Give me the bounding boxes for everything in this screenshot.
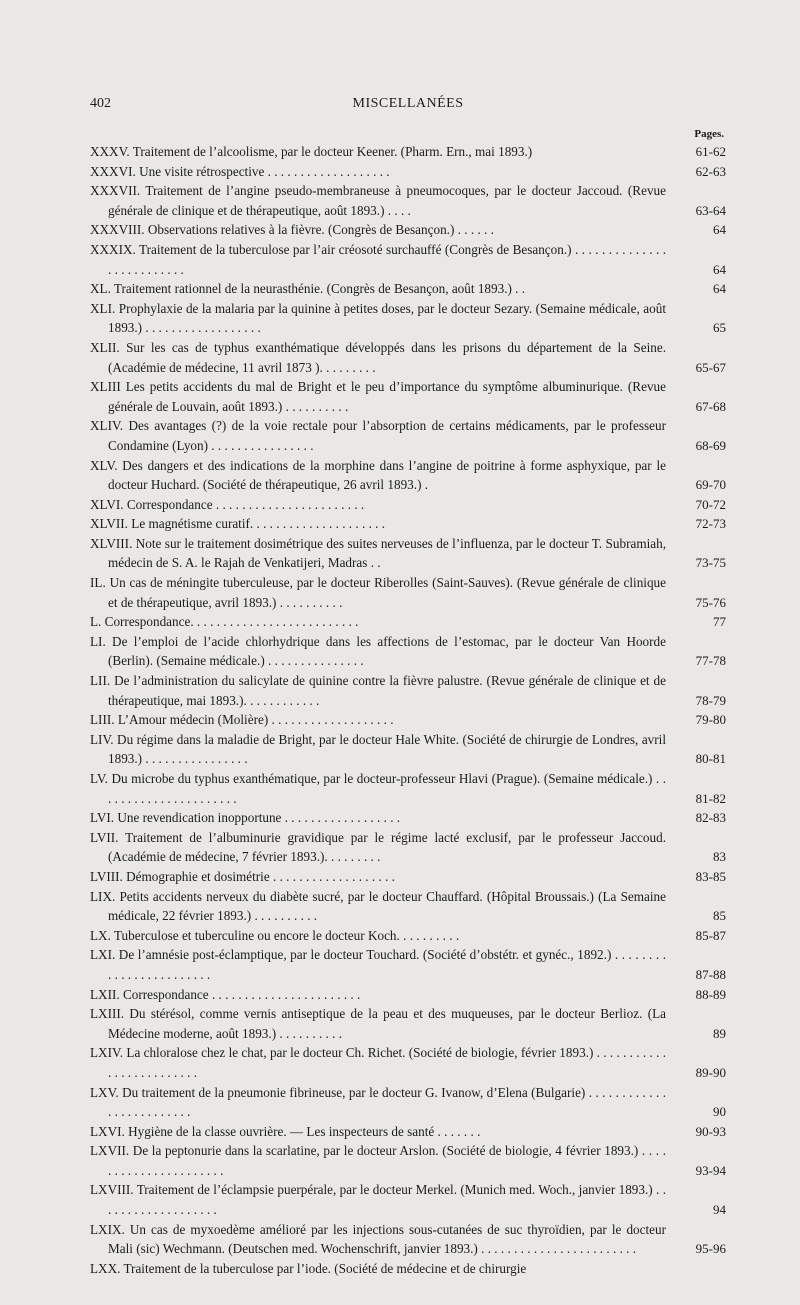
toc-entry xyxy=(90,867,726,887)
toc-entry-pages: 63-64 xyxy=(695,202,726,218)
toc-entry-text: LI. De l’emploi de l’acide chlorhydrique dans les affections de l’estomac, par le docteur Van Hoorde (Berlin). (Semaine médicale.) . . . . . . . . . . . . . . . xyxy=(90,633,666,669)
toc-entry-pages: 83-85 xyxy=(695,868,726,884)
toc-entry-text: L. Correspondance. . . . . . . . . . . . . . . . . . . . . . . . . . xyxy=(90,614,359,630)
toc-entry xyxy=(90,299,726,338)
toc-entry-text: LIII. L’Amour médecin (Molière) . . . . . . . . . . . . . . . . . . . xyxy=(90,712,394,728)
toc-entry xyxy=(90,1004,726,1043)
toc-entry xyxy=(90,710,726,730)
toc-entry xyxy=(90,1220,726,1259)
toc-entry xyxy=(90,162,726,182)
toc-entry xyxy=(90,1122,726,1142)
toc-entries xyxy=(90,142,726,1278)
toc-entry-pages: 78-79 xyxy=(695,692,726,708)
toc-entry-text: XLVII. Le magnétisme curatif. . . . . . . . . . . . . . . . . . . . . xyxy=(90,516,386,532)
toc-entry-text: LXIX. Un cas de myxoedème amélioré par les injections sous-cutanées de suc thyroïdien, par le docteur Mali (sic) Wechmann. (Deutschen med. Wochenschrift, janvier 1893.) . . . . . . . . . . . . . . . . . . . . . . . . xyxy=(90,1221,666,1257)
toc-entry-text: IL. Un cas de méningite tuberculeuse, par le docteur Riberolles (Saint-Sauves). (Revue générale de clinique et de thérapeutique, avril 1893.) . . . . . . . . . . xyxy=(90,575,666,610)
toc-entry-pages: 62-63 xyxy=(695,163,726,179)
toc-entry-text: XLVIII. Note sur le traitement dosimétrique des suites nerveuses de l’influenza, par le docteur T. Subramiah, médecin de S. A. le Rajah de Venkatijeri, Madras . . xyxy=(90,535,666,571)
toc-entry-pages: 67-68 xyxy=(695,398,726,414)
toc-entry-text: LXX. Traitement de la tuberculose par l’iode. (Société de médecine et de chirurgie xyxy=(90,1260,527,1276)
toc-entry-pages: 65-67 xyxy=(695,359,726,375)
toc-entry-pages: 89-90 xyxy=(695,1064,726,1080)
toc-entry-pages: 65 xyxy=(713,320,726,336)
toc-entry-pages: 64 xyxy=(713,281,726,297)
toc-entry xyxy=(90,220,726,240)
toc-entry-pages: 77 xyxy=(713,614,726,630)
toc-entry xyxy=(90,240,726,279)
toc-entry-pages: 95-96 xyxy=(695,1241,726,1257)
toc-entry-pages: 85-87 xyxy=(695,927,726,943)
toc-entry-pages: 82-83 xyxy=(695,810,726,826)
toc-entry-pages: 64 xyxy=(713,222,726,238)
toc-entry-pages: 87-88 xyxy=(695,966,726,982)
toc-entry xyxy=(90,142,726,162)
toc-entry-text: LIX. Petits accidents nerveux du diabète sucré, par le docteur Chauffard. (Hôpital Broussais.) (La Semaine médicale, 22 février 1893.) . . . . . . . . . . xyxy=(90,888,666,924)
toc-entry xyxy=(90,926,726,946)
toc-entry-text: LXII. Correspondance . . . . . . . . . . . . . . . . . . . . . . . xyxy=(90,986,361,1002)
toc-entry-text: XLV. Des dangers et des indications de la morphine dans l’angine de poitrine à forme asphyxique, par le docteur Huchard. (Société de thérapeutique, 26 avril 1893.) . xyxy=(90,457,666,493)
toc-entry-pages: 90-93 xyxy=(695,1123,726,1139)
toc-entry xyxy=(90,985,726,1005)
page xyxy=(90,96,726,1278)
toc-entry-text: LIV. Du régime dans la maladie de Bright, par le docteur Hale White. (Société de chirurgie de Londres, avril 1893.) . . . . . . . . . . . . . . . . xyxy=(90,731,666,767)
toc-entry-text: LXVII. De la peptonurie dans la scarlatine, par le docteur Arslon. (Société de biologie, 4 février 1893.) . . . . . . . . . . . . . . . . . . . . . . xyxy=(90,1143,666,1178)
toc-entry-text: XXXVI. Une visite rétrospective . . . . . . . . . . . . . . . . . . . xyxy=(90,163,390,179)
toc-entry xyxy=(90,730,726,769)
toc-entry xyxy=(90,495,726,515)
toc-entry-pages: 79-80 xyxy=(695,712,726,728)
toc-entry xyxy=(90,887,726,926)
toc-entry xyxy=(90,1259,726,1279)
toc-entry-text: XLI. Prophylaxie de la malaria par la quinine à petites doses, par le docteur Sezary. (Semaine médicale, août 1893.) . . . . . . . . . . . . . . . . . . xyxy=(90,300,666,336)
toc-entry-text: XL. Traitement rationnel de la neurasthénie. (Congrès de Besançon, août 1893.) . . xyxy=(90,281,526,297)
toc-entry xyxy=(90,1083,726,1122)
toc-entry-text: LVIII. Démographie et dosimétrie . . . . . . . . . . . . . . . . . . . xyxy=(90,868,395,884)
toc-entry-pages: 61-62 xyxy=(695,144,726,159)
toc-entry-text: LVI. Une revendication inopportune . . . . . . . . . . . . . . . . . . xyxy=(90,810,401,826)
toc-entry-text: LXVI. Hygiène de la classe ouvrière. — Les inspecteurs de santé . . . . . . . xyxy=(90,1123,481,1139)
toc-entry-text: LVII. Traitement de l’albuminurie gravidique par le régime lacté exclusif, par le professeur Jaccoud. (Académie de médecine, 7 février 1893.). . . . . . . . . xyxy=(90,829,666,865)
toc-entry xyxy=(90,945,726,984)
toc-entry-text: LXIV. La chloralose chez le chat, par le docteur Ch. Richet. (Société de biologie, février 1893.) . . . . . . . . . . . . . . . . . . . . . . . . . xyxy=(90,1045,666,1080)
toc-entry-pages: 88-89 xyxy=(695,986,726,1002)
toc-entry xyxy=(90,1141,726,1180)
toc-entry xyxy=(90,612,726,632)
toc-entry xyxy=(90,632,726,671)
toc-entry-text: XLII. Sur les cas de typhus exanthématique développés dans les prisons du département de la Seine. (Académie de médecine, 11 avril 1873 ). . . . . . . . . xyxy=(90,339,666,375)
toc-entry-pages: 81-82 xyxy=(695,790,726,806)
toc-entry xyxy=(90,828,726,867)
toc-entry xyxy=(90,573,726,612)
toc-entry-pages: 80-81 xyxy=(695,751,726,767)
toc-entry xyxy=(90,377,726,416)
toc-entry xyxy=(90,808,726,828)
toc-entry xyxy=(90,514,726,534)
toc-entry xyxy=(90,279,726,299)
toc-entry-text: LXV. Du traitement de la pneumonie fibrineuse, par le docteur G. Ivanow, d’Elena (Bulgarie) . . . . . . . . . . . . . . . . . . . . . . . . . xyxy=(90,1084,666,1120)
toc-entry-text: XLIII Les petits accidents du mal de Bright et le peu d’importance du symptôme albuminurique. (Revue générale de Louvain, août 1893.) . . . . . . . . . . xyxy=(90,379,666,414)
toc-entry-pages: 73-75 xyxy=(695,555,726,571)
toc-entry-pages: 93-94 xyxy=(695,1162,726,1178)
toc-entry-pages: 85 xyxy=(713,908,726,924)
toc-entry-text: LXVIII. Traitement de l’éclampsie puerpérale, par le docteur Merkel. (Munich med. Woch., janvier 1893.) . . . . . . . . . . . . . . . . . . . xyxy=(90,1182,666,1218)
toc-entry-pages: 75-76 xyxy=(695,594,726,610)
toc-entry-pages: 69-70 xyxy=(695,477,726,493)
toc-entry-pages: 68-69 xyxy=(695,437,726,453)
toc-entry-text: LII. De l’administration du salicylate de quinine contre la fièvre palustre. (Revue générale de clinique et de thérapeutique, mai 1893.). . . . . . . . . . . . xyxy=(90,673,666,708)
toc-entry-text: XXXIX. Traitement de la tuberculose par l’air créosoté surchauffé (Congrès de Besançon.) . . . . . . . . . . . . . . . . . . . . . . . . . . xyxy=(90,241,666,277)
page-header xyxy=(90,96,726,118)
page-number: 402 xyxy=(90,96,111,111)
toc-entry xyxy=(90,1180,726,1219)
toc-entry-text: XLIV. Des avantages (?) de la voie rectale pour l’absorption de certains médicaments, par le professeur Condamine (Lyon) . . . . . . . . . . . . . . . . xyxy=(90,418,666,453)
pages-column-label: Pages. xyxy=(694,128,724,140)
toc-entry-pages: 70-72 xyxy=(695,496,726,512)
toc-entry xyxy=(90,534,726,573)
toc-entry-text: LV. Du microbe du typhus exanthématique, par le docteur-professeur Hlavi (Prague). (Semaine médicale.) . . . . . . . . . . . . . . . . . . . . . . xyxy=(90,771,666,806)
toc-entry-pages: 89 xyxy=(713,1025,726,1041)
toc-entry-text: LXIII. Du stérésol, comme vernis antiseptique de la peau et des muqueuses, par le docteur Berlioz. (La Médecine moderne, août 1893.) . . . . . . . . . . xyxy=(90,1006,666,1041)
toc-entry xyxy=(90,181,726,220)
toc-entry-text: LX. Tuberculose et tuberculine ou encore le docteur Koch. . . . . . . . . . xyxy=(90,927,460,943)
toc-entry-text: XLVI. Correspondance . . . . . . . . . . . . . . . . . . . . . . . xyxy=(90,496,365,512)
toc-entry xyxy=(90,769,726,808)
toc-entry-text: XXXVII. Traitement de l’angine pseudo-membraneuse à pneumocoques, par le docteur Jaccoud. (Revue générale de clinique et de thérapeutique, août 1893.) . . . . xyxy=(90,183,666,218)
toc-entry-text: LXI. De l’amnésie post-éclamptique, par le docteur Touchard. (Société d’obstétr. et gynéc., 1892.) . . . . . . . . . . . . . . . . . . . . . . . . xyxy=(90,947,666,982)
toc-entry-pages: 83 xyxy=(713,849,726,865)
toc-entry-pages: 94 xyxy=(713,1202,726,1218)
toc-entry xyxy=(90,338,726,377)
toc-entry-pages: 64 xyxy=(713,261,726,277)
toc-entry-pages: 77-78 xyxy=(695,653,726,669)
toc-entry-text: XXXV. Traitement de l’alcoolisme, par le docteur Keener. (Pharm. Ern., mai 1893.) xyxy=(90,144,533,159)
toc-entry xyxy=(90,1043,726,1082)
toc-entry xyxy=(90,416,726,455)
running-title: MISCELLANÉES xyxy=(352,96,464,111)
toc-entry-pages: 72-73 xyxy=(695,516,726,532)
toc-entry xyxy=(90,671,726,710)
toc-entry-pages: 90 xyxy=(713,1104,726,1120)
toc-entry xyxy=(90,456,726,495)
toc-entry-text: XXXVIII. Observations relatives à la fièvre. (Congrès de Besançon.) . . . . . . xyxy=(90,222,494,238)
